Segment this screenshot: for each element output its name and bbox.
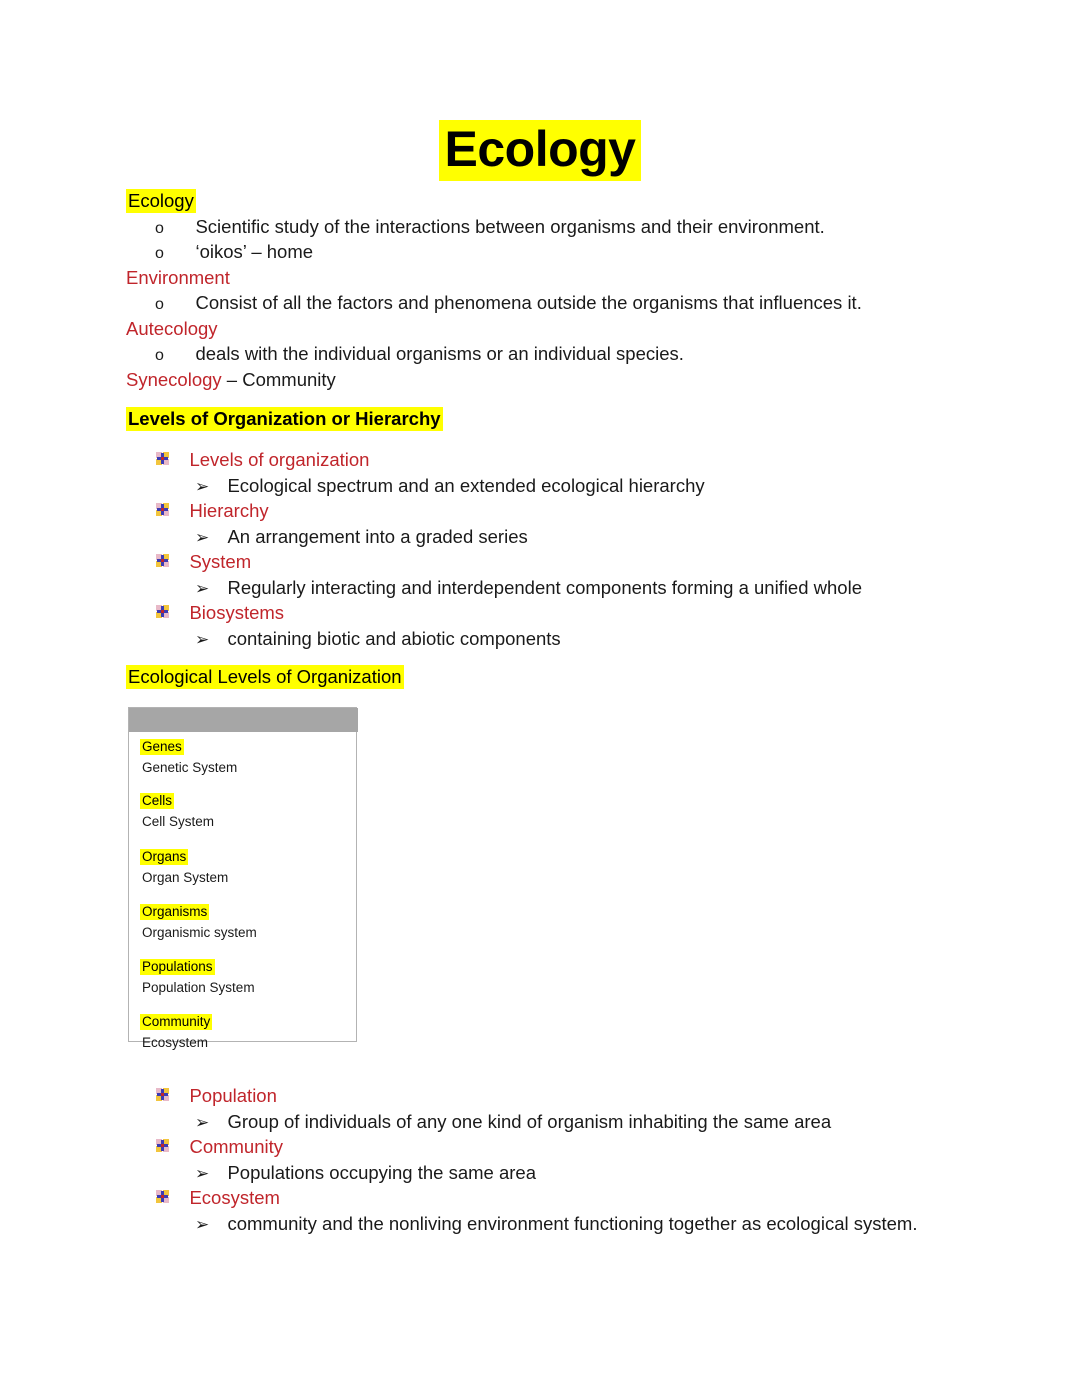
figure-row-value: Population System	[142, 980, 255, 995]
sub-item-ecosystem	[195, 1213, 917, 1235]
sub-item-community	[195, 1162, 536, 1184]
bullet-item-term: Levels of organization	[189, 449, 370, 470]
pinwheel-bullet-icon	[155, 503, 185, 519]
sub-item-text: Group of individuals of any one kind of organism inhabiting the same area	[227, 1111, 832, 1132]
heading-ecology	[126, 190, 196, 212]
arrow-bullet-icon: ➢	[195, 477, 210, 496]
figure-row-key: Genes	[142, 739, 182, 754]
list-item-ecology-2	[155, 241, 313, 263]
pinwheel-bullet-icon	[155, 452, 185, 468]
figure-row-key: Cells	[142, 793, 173, 808]
heading-environment-text: Environment	[126, 267, 230, 288]
bullet-item-system	[155, 551, 251, 573]
heading-ecological-levels	[126, 666, 404, 688]
arrow-bullet-icon: ➢	[195, 579, 210, 598]
pinwheel-bullet-icon	[155, 1190, 185, 1206]
sub-item-biosystems	[195, 628, 561, 650]
sub-item-text: An arrangement into a graded series	[227, 526, 528, 547]
heading-ecology-text: Ecology	[128, 190, 194, 211]
heading-synecology-text: Synecology	[126, 369, 222, 390]
figure-row-key: Populations	[142, 959, 213, 974]
sub-item-text: Regularly interacting and interdependent components forming a unified whole	[227, 577, 862, 598]
pinwheel-bullet-icon	[155, 1088, 185, 1104]
arrow-bullet-icon: ➢	[195, 1215, 210, 1234]
pinwheel-bullet-icon	[155, 605, 185, 621]
heading-levels-of-organization	[126, 408, 443, 430]
bullet-item-term: Hierarchy	[189, 500, 269, 521]
figure-row-community	[140, 1013, 212, 1051]
figure-row-populations	[140, 958, 255, 996]
pinwheel-bullet-icon	[155, 554, 185, 570]
arrow-bullet-icon: ➢	[195, 1164, 210, 1183]
heading-autecology-text: Autecology	[126, 318, 218, 339]
figure-row-organisms	[140, 903, 257, 941]
bullet-item-term: Ecosystem	[189, 1187, 280, 1208]
heading-synecology	[126, 369, 336, 391]
figure-row-value: Genetic System	[142, 760, 238, 775]
arrow-bullet-icon: ➢	[195, 1113, 210, 1132]
circle-bullet-icon: o	[155, 220, 164, 237]
figure-row-cells	[140, 792, 214, 830]
bullet-item-term: System	[189, 551, 252, 572]
bullet-item-ecosystem	[155, 1187, 280, 1209]
sub-item-system	[195, 577, 862, 599]
pinwheel-bullet-icon	[155, 1139, 185, 1155]
list-item-text: Scientific study of the interactions between organisms and their environment.	[195, 216, 825, 237]
bullet-item-hierarchy	[155, 500, 269, 522]
arrow-bullet-icon: ➢	[195, 630, 210, 649]
bullet-item-biosystems	[155, 602, 284, 624]
figure-row-value: Ecosystem	[142, 1035, 209, 1050]
heading-environment	[126, 267, 230, 289]
figure-row-value: Cell System	[142, 814, 215, 829]
circle-bullet-icon: o	[155, 347, 164, 364]
list-item-autecology-1	[155, 343, 684, 365]
sub-item-text: community and the nonliving environment functioning together as ecological system.	[227, 1213, 918, 1234]
list-item-text: ‘oikos’ – home	[195, 241, 314, 262]
bullet-item-population	[155, 1085, 277, 1107]
ecological-levels-figure	[128, 707, 357, 1050]
heading-ecological-levels-text: Ecological Levels of Organization	[128, 666, 402, 687]
bullet-item-community	[155, 1136, 283, 1158]
figure-row-organs	[140, 848, 228, 886]
sub-item-levels-of-organization	[195, 475, 705, 497]
circle-bullet-icon: o	[155, 245, 164, 262]
page-title	[0, 120, 1080, 178]
circle-bullet-icon: o	[155, 296, 164, 313]
figure-row-key: Community	[142, 1014, 211, 1029]
figure-row-key: Organs	[142, 849, 187, 864]
sub-item-hierarchy	[195, 526, 528, 548]
list-item-text: Consist of all the factors and phenomena outside the organisms that influences it.	[195, 292, 862, 313]
list-item-text: deals with the individual organisms or an individual species.	[195, 343, 684, 364]
figure-row-genes	[140, 738, 237, 776]
heading-synecology-suffix: – Community	[221, 369, 336, 390]
figure-header-bar	[129, 708, 358, 732]
list-item-environment-1	[155, 292, 862, 314]
sub-item-population	[195, 1111, 831, 1133]
bullet-item-term: Community	[189, 1136, 284, 1157]
list-item-ecology-1	[155, 216, 825, 238]
bullet-item-levels-of-organization	[155, 449, 369, 471]
sub-item-text: Populations occupying the same area	[227, 1162, 536, 1183]
figure-row-value: Organ System	[142, 870, 229, 885]
arrow-bullet-icon: ➢	[195, 528, 210, 547]
bullet-item-term: Population	[189, 1085, 277, 1106]
page-title-text: Ecology	[439, 120, 642, 181]
bullet-item-term: Biosystems	[189, 602, 285, 623]
heading-autecology	[126, 318, 218, 340]
heading-levels-of-organization-text: Levels of Organization or Hierarchy	[128, 408, 441, 429]
sub-item-text: containing biotic and abiotic components	[227, 628, 561, 649]
figure-row-value: Organismic system	[142, 925, 257, 940]
sub-item-text: Ecological spectrum and an extended ecological hierarchy	[227, 475, 705, 496]
figure-row-key: Organisms	[142, 904, 208, 919]
